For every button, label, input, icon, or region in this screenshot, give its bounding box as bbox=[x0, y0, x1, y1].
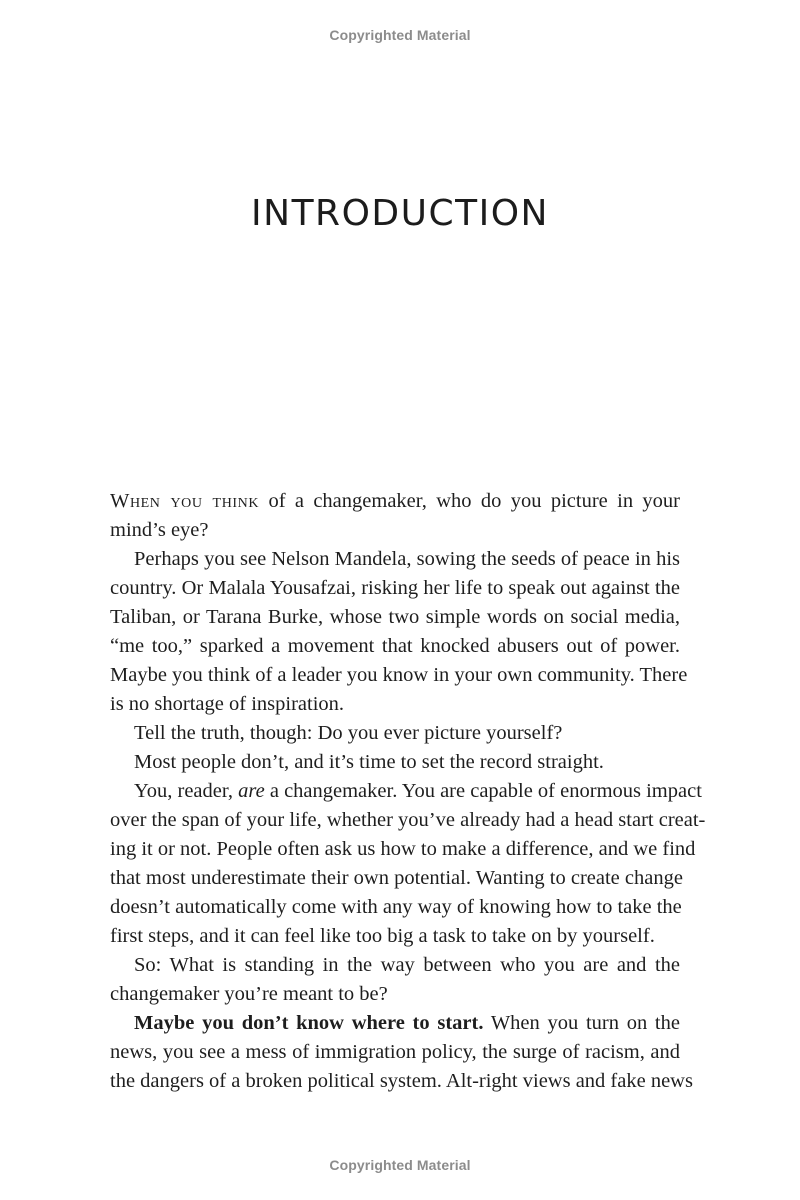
paragraph-1-line-2: mind’s eye? bbox=[110, 519, 209, 541]
paragraph-5-line-4: that most underestimate their own potential. Wanting to create change bbox=[110, 867, 683, 889]
copyright-watermark-bottom: Copyrighted Material bbox=[329, 1157, 471, 1173]
paragraph-5-line-3: ing it or not. People often ask us how to make a difference, and we find bbox=[110, 838, 696, 860]
paragraph-2-line-4: “me too,” sparked a movement that knocked abusers out of power. bbox=[110, 635, 680, 657]
paragraph-2-line-1: Perhaps you see Nelson Mandela, sowing the seeds of peace in his bbox=[134, 548, 680, 570]
paragraph-5-line-2: over the span of your life, whether you’ve already had a head start creat- bbox=[110, 809, 706, 831]
paragraph-7-line-1 bbox=[110, 1009, 680, 1038]
paragraph-6-line-1: So: What is standing in the way between who you are and the bbox=[134, 954, 680, 976]
text-run: You, reader, bbox=[134, 780, 239, 802]
paragraph-2-line-5: Maybe you think of a leader you know in your own community. There bbox=[110, 664, 688, 686]
paragraph-2-line-2: country. Or Malala Yousafzai, risking her life to speak out against the bbox=[110, 577, 680, 599]
paragraph-7-line-2: news, you see a mess of immigration policy, the surge of racism, and bbox=[110, 1041, 680, 1063]
paragraph-5-line-1 bbox=[110, 777, 702, 806]
chapter-title: INTRODUCTION bbox=[251, 193, 549, 234]
copyright-watermark-top: Copyrighted Material bbox=[329, 27, 471, 43]
text-run: a changemaker. You are capable of enormous impact bbox=[264, 780, 702, 802]
paragraph-5-line-5: doesn’t automatically come with any way of knowing how to take the bbox=[110, 896, 682, 918]
text-run: of a changemaker, who do you picture in your bbox=[259, 490, 680, 512]
paragraph-5-line-6: first steps, and it can feel like too big a task to take on by yourself. bbox=[110, 925, 655, 947]
paragraph-1-line-1 bbox=[110, 487, 680, 516]
paragraph-3-line-1: Tell the truth, though: Do you ever picture yourself? bbox=[134, 722, 563, 744]
text-run: When you turn on the bbox=[483, 1012, 680, 1034]
paragraph-7-line-3: the dangers of a broken political system. Alt-right views and fake news bbox=[110, 1070, 693, 1092]
paragraph-2-line-6: is no shortage of inspiration. bbox=[110, 693, 345, 715]
paragraph-2-line-3: Taliban, or Tarana Burke, whose two simple words on social media, bbox=[110, 606, 680, 628]
emphasis: are bbox=[238, 780, 265, 802]
paragraph-4-line-1: Most people don’t, and it’s time to set the record straight. bbox=[134, 751, 604, 773]
paragraph-6-line-2: changemaker you’re meant to be? bbox=[110, 983, 388, 1005]
small-caps-lead: When you think bbox=[110, 490, 260, 512]
bold-lead: Maybe you don’t know where to start. bbox=[134, 1012, 484, 1034]
